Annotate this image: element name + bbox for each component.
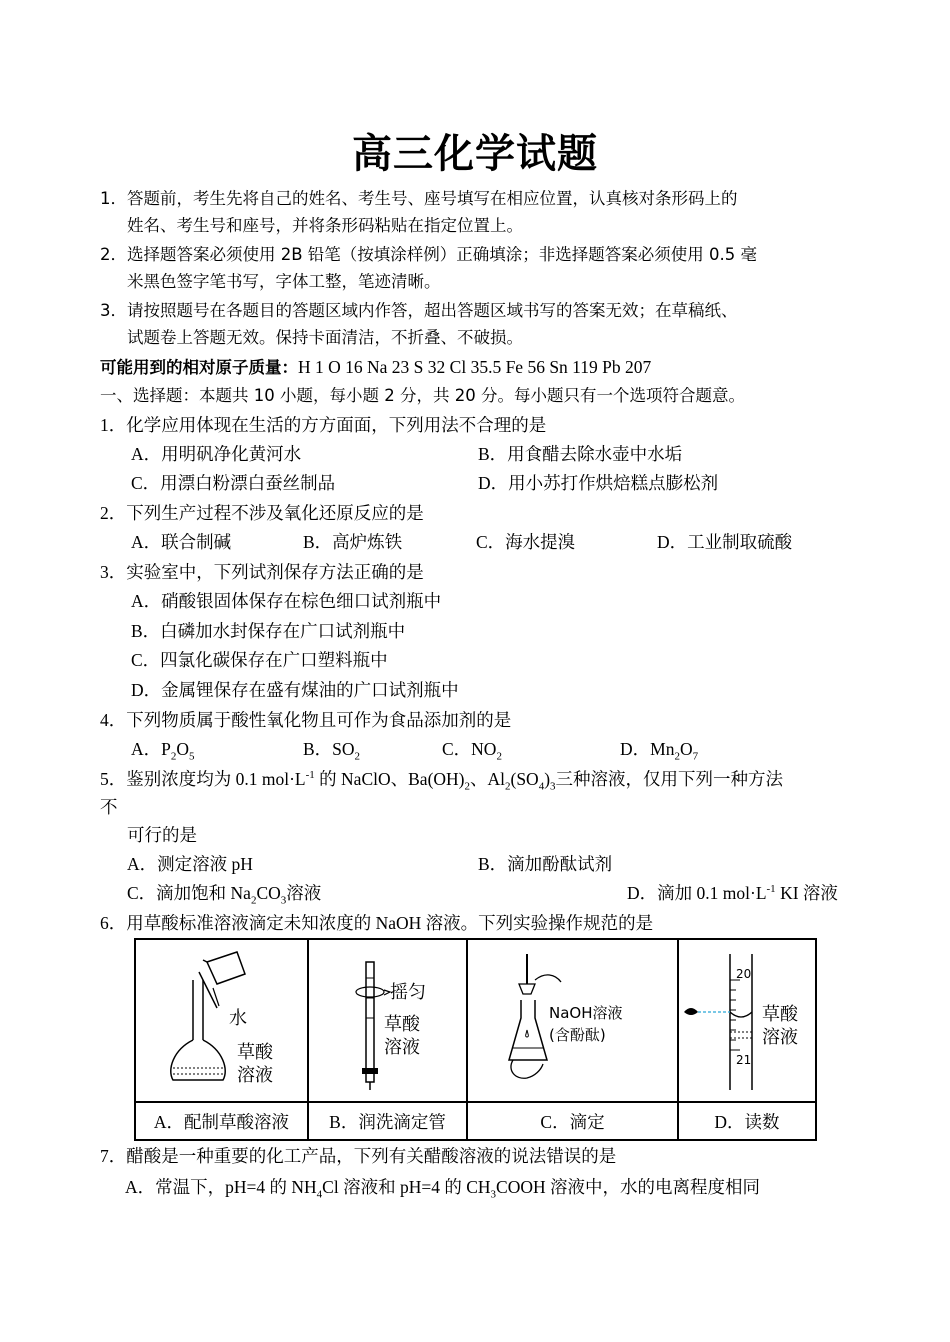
q3-option-c: C．四氯化碳保存在广口塑料瓶中: [131, 650, 388, 670]
q1-stem: 1．化学应用体现在生活的方方面面，下列用法不合理的是: [100, 415, 547, 435]
q6-option-d: D．读数: [678, 1102, 816, 1140]
q1-option-b: B．用食醋去除水壶中水垢: [478, 444, 683, 464]
q1-option-a: A．用明矾净化黄河水: [131, 444, 302, 464]
burette-rinse-illustration: [310, 940, 466, 1096]
q2-option-c: C．海水提溴: [476, 532, 576, 552]
q4-stem: 4．下列物质属于酸性氧化物且可作为食品添加剂的是: [100, 710, 512, 730]
q6-figure-d: [678, 939, 816, 1102]
q6-label-oxalic-a: 草酸: [236, 1042, 273, 1063]
atomic-mass-label: 可能用到的相对原子质量：: [100, 358, 298, 377]
note-2-line-1: 选择题答案必须使用 2B 铅笔（按填涂样例）正确填涂；非选择题答案必须使用 0.5 毫: [127, 245, 758, 264]
q5-option-a: A．测定溶液 pH: [127, 854, 253, 874]
q4-option-b: B．$SO_2$: [303, 739, 361, 763]
q2-option-a: A．联合制碱: [131, 532, 232, 552]
q5-option-c: C．滴加饱和 $Na_2CO_3$溶液: [127, 883, 322, 907]
page-title: 高三化学试题: [352, 130, 598, 177]
atomic-mass-values: H 1 O 16 Na 23 S 32 Cl 35.5 Fe 56 Sn 119 Pb 207: [298, 357, 652, 377]
note-2-line-2: 米黑色签字笔书写，字体工整，笔迹清晰。: [127, 272, 441, 291]
q4-option-a: A．$P_2O_5$: [131, 739, 195, 763]
q5-stem-wrap: 不: [100, 797, 118, 817]
titration-illustration: [469, 940, 677, 1096]
q7-option-a: A．常温下，pH=4 的 $NH_4Cl$ 溶液和 pH=4 的 $CH_3COOH$ 溶液中，水的电离程度相同: [125, 1177, 760, 1201]
volumetric-flask-illustration: [137, 940, 307, 1096]
q7-stem: 7．醋酸是一种重要的化工产品，下列有关醋酸溶液的说法错误的是: [100, 1146, 617, 1166]
q6-label-solution-a: 溶液: [236, 1065, 273, 1086]
q6-figure-c: [467, 939, 678, 1102]
q2-option-b: B．高炉炼铁: [303, 532, 403, 552]
q4-option-d: D．$Mn_2O_7$: [620, 739, 699, 763]
q6-label-water: 水: [228, 1008, 247, 1029]
q6-option-a: A．配制草酸溶液: [135, 1102, 308, 1140]
q6-options-table: [134, 938, 817, 1141]
q6-figure-a: [135, 939, 308, 1102]
note-3-line-1: 请按照题号在各题目的答题区域内作答，超出答题区域书写的答案无效；在草稿纸、: [127, 301, 738, 320]
q6-label-shake: 摇匀: [389, 982, 426, 1003]
q6-option-c: C．滴定: [467, 1102, 678, 1140]
q1-option-c: C．用漂白粉漂白蚕丝制品: [131, 473, 336, 493]
q4-option-c: C．$NO_2$: [442, 739, 502, 763]
q2-option-d: D．工业制取硫酸: [657, 532, 793, 552]
note-1-line-2: 姓名、考生号和座号，并将条形码粘贴在指定位置上。: [127, 216, 523, 235]
note-1-line-1: 答题前，考生先将自己的姓名、考生号、座号填写在相应位置，认真核对条形码上的: [127, 189, 738, 208]
burette-reading-illustration: [680, 940, 815, 1096]
q6-figure-b: [308, 939, 467, 1102]
note-3-line-2: 试题卷上答题无效。保持卡面清洁，不折叠、不破损。: [127, 328, 523, 347]
q3-stem: 3．实验室中，下列试剂保存方法正确的是: [100, 562, 424, 582]
note-2-number: 2．: [100, 245, 127, 264]
note-1-number: 1．: [100, 189, 127, 208]
q6-label-solution-b: 溶液: [383, 1037, 420, 1058]
q6-label-phenolphthalein: (含酚酞): [548, 1026, 606, 1044]
note-3-number: 3．: [100, 301, 127, 320]
q1-option-d: D．用小苏打作烘焙糕点膨松剂: [478, 473, 719, 493]
q6-label-oxalic-d: 草酸: [761, 1004, 798, 1025]
q3-option-d: D．金属锂保存在盛有煤油的广口试剂瓶中: [131, 680, 459, 700]
q6-label-naoh: NaOH溶液: [548, 1004, 622, 1022]
q5-stem: 5．鉴别浓度均为 0.1 $mol\cdot L^{-1}$ 的 NaClO、$Ba(OH)_2$、$Al_2(SO_4)_3$三种溶液，仅用下列一种方法: [100, 769, 784, 793]
q6-stem: 6．用草酸标准溶液滴定未知浓度的 NaOH 溶液。下列实验操作规范的是: [100, 913, 654, 933]
q6-label-mark-20: 20: [735, 967, 751, 981]
atomic-mass-line: [100, 355, 651, 380]
q5-option-b: B．滴加酚酞试剂: [478, 854, 613, 874]
q3-option-a: A．硝酸银固体保存在棕色细口试剂瓶中: [131, 591, 442, 611]
section-1-heading: 一、选择题：本题共 10 小题，每小题 2 分，共 20 分。每小题只有一个选项符合题意。: [100, 386, 745, 405]
q6-label-mark-21: 21: [735, 1053, 751, 1067]
q6-label-solution-d: 溶液: [761, 1027, 798, 1048]
q5-option-d: D．滴加 0.1 $mol\cdot L^{-1}$ KI 溶液: [627, 883, 838, 903]
q6-label-oxalic-b: 草酸: [383, 1014, 420, 1035]
q3-option-b: B．白磷加水封保存在广口试剂瓶中: [131, 621, 406, 641]
q5-stem-continued: 可行的是: [127, 825, 197, 845]
q6-option-b: B．润洗滴定管: [308, 1102, 467, 1140]
q2-stem: 2．下列生产过程不涉及氧化还原反应的是: [100, 503, 424, 523]
